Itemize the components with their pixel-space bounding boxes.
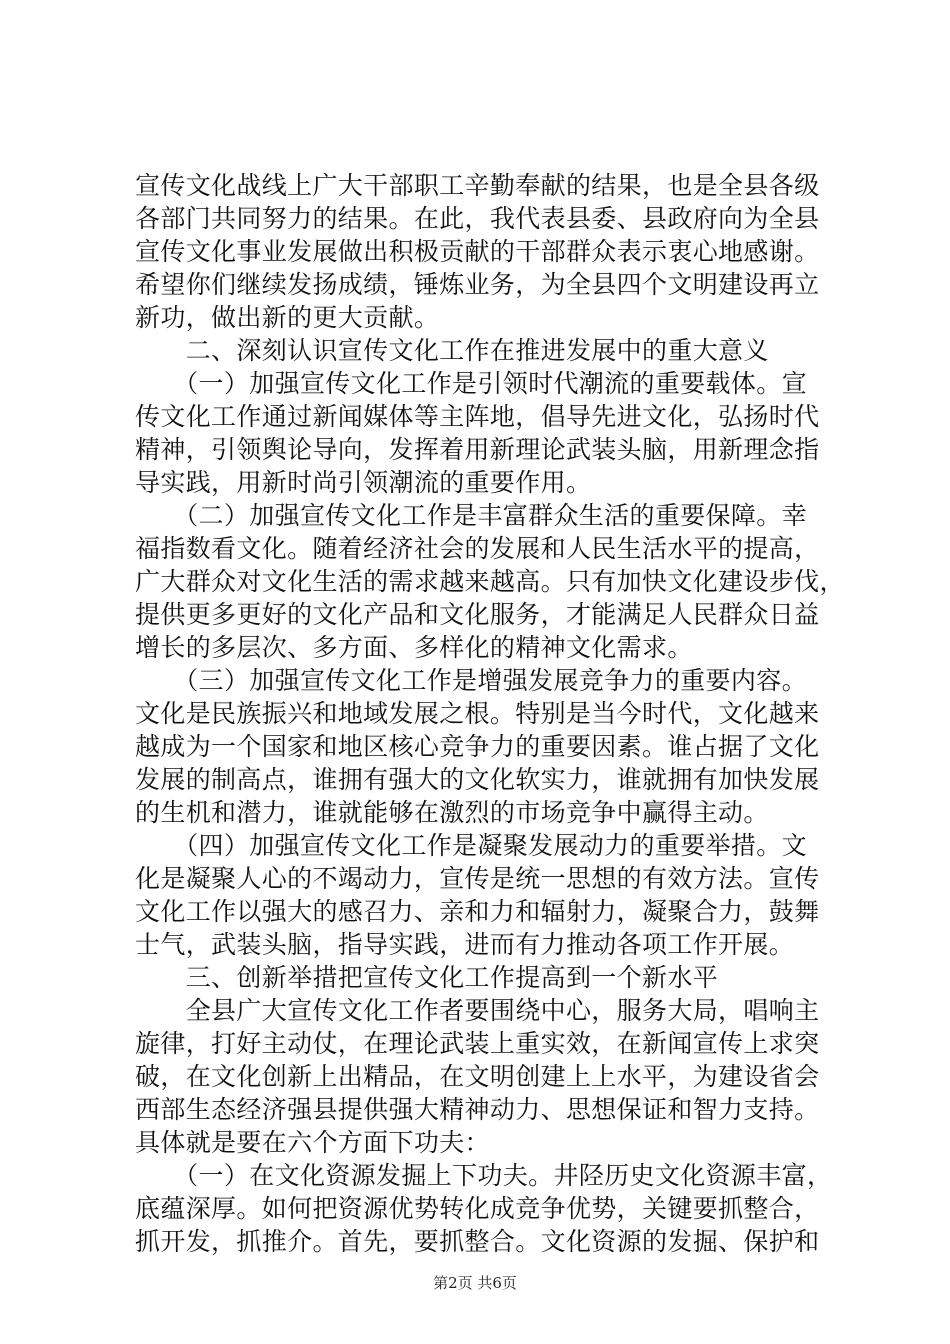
text-line: 破，在文化创新上出精品，在文明创建上上水平，为建设省会 (135, 1062, 820, 1091)
text-line: 新功，做出新的更大贡献。 (135, 303, 440, 332)
text-line: 各部门共同努力的结果。在此，我代表县委、县政府向为全县 (135, 204, 820, 233)
text-line: 传文化工作通过新闻媒体等主阵地，倡导先进文化，弘扬时代 (135, 402, 820, 431)
text-line: 福指数看文化。随着经济社会的发展和人民生活水平的提高， (135, 534, 820, 563)
text-line: 旋律，打好主动仗，在理论武装上重实效，在新闻宣传上求突 (135, 1029, 820, 1058)
page-number-footer: 第2页 共6页 (433, 1274, 517, 1292)
text-line: 提供更多更好的文化产品和文化服务，才能满足人民群众日益 (135, 600, 820, 629)
text-line: 化是凝聚人心的不竭动力，宣传是统一思想的有效方法。宣传 (135, 864, 820, 893)
text-line: 西部生态经济强县提供强大精神动力、思想保证和智力支持。 (135, 1095, 820, 1124)
text-line: （二）加强宣传文化工作是丰富群众生活的重要保障。幸 (135, 501, 807, 530)
text-line: 发展的制高点，谁拥有强大的文化软实力，谁就拥有加快发展 (135, 765, 820, 794)
document-body (135, 169, 845, 1258)
text-line: （三）加强宣传文化工作是增强发展竞争力的重要内容。 (135, 666, 807, 695)
text-line: 精神，引领舆论导向，发挥着用新理论武装头脑，用新理念指 (135, 435, 820, 464)
text-line: 士气，武装头脑，指导实践，进而有力推动各项工作开展。 (135, 930, 795, 959)
text-line: 的生机和潜力，谁就能够在激烈的市场竞争中赢得主动。 (135, 798, 769, 827)
text-line: 具体就是要在六个方面下功夫： (135, 1128, 490, 1157)
section-heading: 三、创新举措把宣传文化工作提高到一个新水平 (135, 963, 719, 992)
text-line: 增长的多层次、多方面、多样化的精神文化需求。 (135, 633, 693, 662)
text-line: 导实践，用新时尚引领潮流的重要作用。 (135, 468, 592, 497)
text-line: 广大群众对文化生活的需求越来越高。只有加快文化建设步伐， (135, 567, 845, 596)
text-line: （一）加强宣传文化工作是引领时代潮流的重要载体。宣 (135, 369, 807, 398)
text-line: 宣传文化事业发展做出积极贡献的干部群众表示衷心地感谢。 (135, 237, 820, 266)
text-line: 文化工作以强大的感召力、亲和力和辐射力，凝聚合力，鼓舞 (135, 897, 820, 926)
text-line: 越成为一个国家和地区核心竞争力的重要因素。谁占据了文化 (135, 732, 820, 761)
section-heading: 二、深刻认识宣传文化工作在推进发展中的重大意义 (135, 336, 769, 365)
text-line: 希望你们继续发扬成绩，锤炼业务，为全县四个文明建设再立 (135, 270, 820, 299)
text-line: 底蕴深厚。如何把资源优势转化成竞争优势，关键要抓整合， (135, 1194, 820, 1223)
text-line: 宣传文化战线上广大干部职工辛勤奉献的结果，也是全县各级 (135, 171, 820, 200)
text-line: 抓开发，抓推介。首先，要抓整合。文化资源的发掘、保护和 (135, 1227, 820, 1256)
text-line: （四）加强宣传文化工作是凝聚发展动力的重要举措。文 (135, 831, 807, 860)
text-line: （一）在文化资源发掘上下功夫。井陉历史文化资源丰富， (135, 1161, 833, 1190)
text-line: 全县广大宣传文化工作者要围绕中心，服务大局，唱响主 (135, 996, 820, 1025)
text-line: 文化是民族振兴和地域发展之根。特别是当今时代，文化越来 (135, 699, 820, 728)
